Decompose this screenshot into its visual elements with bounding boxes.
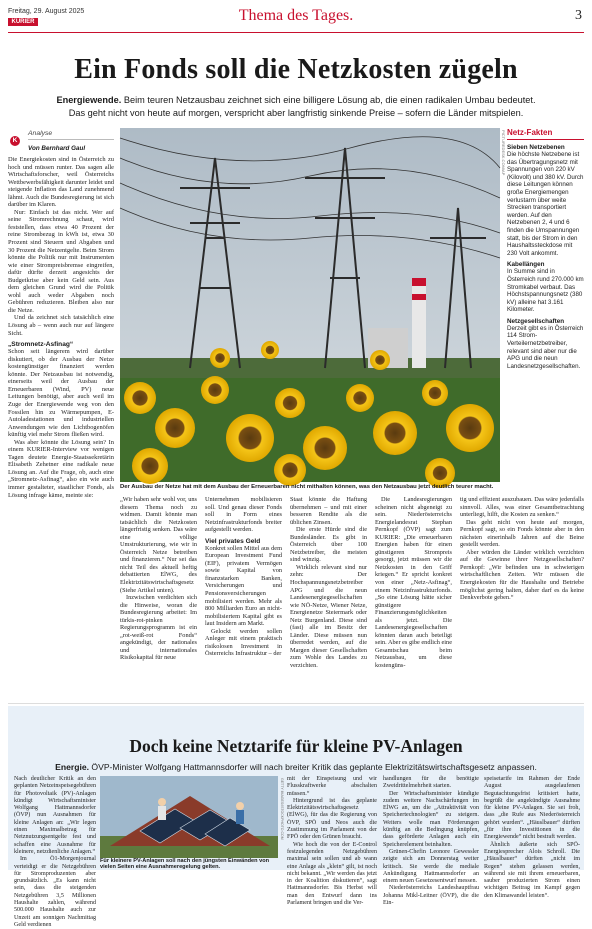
paragraph: Aber würden die Länder wirklich verzichten auf die Gewinne ihrer Netzgesellschaften? Pernkopf: „Wir befinden uns in schwierigen wirtschaftlichen Zeiten. Wir müssen die Energiekosten für die Haushalte und Betriebe möglichst gering halten, daher darf es da keine Denkverbote geben.“ (460, 548, 584, 602)
text-column (460, 496, 584, 602)
photo-credit: GETTY IMAGES/ISTOCKPHOTO.COM (280, 778, 284, 840)
kurier-k-icon: K (10, 129, 20, 147)
text-column (290, 496, 367, 670)
article-subheadline (50, 94, 542, 120)
sub-lead: Energiewende. (56, 95, 122, 105)
sub-text: ÖVP-Minister Wolfgang Hattmannsdorfer will nach breiter Kritik das geplante Elektrizitätswirtschaftsgesetz anpassen. (91, 762, 537, 772)
paragraph: Inzwischen verdichten sich die Hinweise, woran die Bundesregierung arbeitet: Im türkis-rot-pinken Regierungsprogramm ist ein „rot-weiß-rot Fonds“ angekündigt, der nationales und internationales Risikokapital für neue (120, 594, 197, 662)
text-column (120, 496, 197, 662)
fact-heading: Netzgesellschaften (507, 317, 565, 325)
paragraph: Das geht nicht von heute auf morgen, Pernkopf sagt, so ein Fonds könnte aber in den nächsten einerinhalb Jahren auf die Beine gestellt werden. (460, 518, 584, 549)
pv-photo-illustration (100, 776, 278, 860)
paragraph: Die Energiekosten sind in Österreich zu hoch und müssen runter. Das sagen alle Wirtschaftsforscher, weil Österreichs Wettbewerbsfähigkeit darunter leidet und steigende Inflation das Land zunehmend lähmt. Auch die Bundesregierung ist sich darüber im Klaren. (8, 156, 114, 209)
section-divider (8, 703, 584, 704)
fact-heading: Kabellängen (507, 261, 545, 269)
photo-credit: PICTUREDESK.COM/AP (501, 130, 506, 176)
header-divider (8, 32, 584, 33)
pv-installation-photo (100, 776, 278, 860)
text-column (14, 776, 96, 929)
paragraph: Niederösterreichs Landeshauptfrau Johanna Mikl-Leitner (ÖVP), die die Ein- (383, 885, 479, 907)
paragraph: Staat könnte die Haftung übernehmen – und mit einer besseren Rendite als die üblichen Zinsen. (290, 496, 367, 526)
paragraph: Nach deutlicher Kritik an den geplanten Netzeinspeisegebühren für Photovoltaik (PV)-Anlagen kündigt Wirtschaftsminister Wolfgang Hattmannsdorfer (ÖVP) nun Ausnahmen für kleine Anlagen an: „Wir legen einen Maximalbetrag für Netznutzungsentgelte fest und schaffen eine Ausnahme für kleinere, netzdienliche Anlagen.“ (14, 776, 96, 855)
article-headline: Ein Fonds soll die Netzkosten zügeln (74, 54, 518, 85)
brand-logo: KURIER (8, 18, 38, 26)
text-column (484, 776, 580, 900)
fact-text: In Summe sind in Österreich rund 270.000 km Stromkabel verbaut. Das Höchstspannungsnetz (380 kV) alleine hat 3.161 Kilometer. (507, 268, 584, 314)
subheading: Viel privates Geld (205, 537, 261, 545)
fact-box-title: Netz-Fakten (507, 128, 584, 140)
secondary-headline: Doch keine Netztarife für kleine PV-Anlagen (129, 736, 463, 756)
issue-date: Freitag, 29. August 2025 (8, 8, 85, 15)
paragraph: Die Landesregierungen scheinen nicht abgeneigt zu sein. Niederösterreichs Energielandesrat Stephan Pernkopf (ÖVP) sagt zum KURIER: „Die erneuerbaren Energien haben für einen günstigeren Strompreis gesorgt, jetzt müssen wir die Netzkosten in den Griff kriegen.“ Er spricht konkret von einer „Netz-Asfinag“, einem Netzinfrastrukturfonds. „So eine Lösung hätte sicher günstigere Finanzierungsmöglichkeiten als jetzt. Die Landesenergiegesellschaften könnten daran auch beteiligt sein. Aber es gibe endlich eine Gesamtschau beim Netzausbau, um diese kostengüns- (375, 496, 452, 670)
paragraph: Im Ö1-Morgenjournal verteidigt er die Netzgebühren für Stromproduzenten aber grundsätzlich. „Es kann nicht sein, dass die steigenden Netzgebühren 3,5 Millionen Haushalte zahlen, während 500.000 Haushalte auch zur Unzeit am sonnigen Nachmittag Geld verdienen (14, 856, 96, 928)
text-column (287, 776, 377, 907)
text-column (375, 496, 452, 670)
paragraph: Hintergrund ist das geplante Elektrizitätswirtschaftsgesetz (ElWG), für das die Regierung von ÖVP, SPÖ und Neos auch die Zustimmung im Parlament von der FPÖ oder den Grünen braucht. (287, 797, 377, 841)
left-text-column (8, 156, 114, 499)
paragraph: handlungen für die benötigte Zweidrittelmehrheit starten. (383, 776, 479, 790)
paragraph: tig und effizient auszubauen. Das wäre jedenfalls sinnvoll. Alles, was einer Gesamtbetrachtung unterliegt, hilft, die Kosten zu senken.“ (460, 496, 584, 519)
paragraph: Der Wirtschaftsminister kündigte zudem weitere Nachschärfungen im ElWG an, um die „Attraktivität von Speichertechnologien“ zu steigern. Weiters wolle man Förderungen künftig an die Bedingung knüpfen, dass geförderte Anlagen auch ein Speicherelement beinhalten. (383, 790, 479, 848)
subheading: „Stromnetz-Asfinag“ (8, 341, 74, 349)
paragraph: Wirklich relevant sind nur zehn: Der Hochspannungsnetzbetreiber APG und die neun Landesenergiegesellschaften wie NÖ-Netze, Wiener Netze, Energienetze Steiermark oder Netz Burgenland. Diese sind (fast) alle im Besitz der Länder. Diese müssen nun überredet werden, auf die Margen dieser Gesellschaften zum Wohle des Landes zu verzichten. (290, 563, 367, 670)
author-byline: Von Bernhard Gaul (28, 145, 86, 152)
text-column (205, 496, 282, 658)
paragraph: Gelockt werden sollen Anleger mit einem praktisch risikolosen Investment in Österreichs Infrastruktur – der (205, 627, 282, 658)
power-lines-sunflower-photo (120, 128, 500, 482)
paragraph: „Wir haben sehr wohl vor, uns diesem Thema noch zu widmen. Damit könnte man tatsächlich die Netzkosten längerfristig senken. Das wäre eine völlige Umstrukturierung, wie wir in Österreich Netze betreiben und finanzieren.“ Nur sei das nicht Teil des aktuell heftig debattierten ElWG, des Elektrizitätswirtschaftsgesetz (Siehe Artikel unten). (120, 496, 197, 594)
text-column (383, 776, 479, 907)
fact-text: Die höchste Netzebene ist das Übertragungsnetz mit Spannungen von 220 kV (Kilovolt) und 380 kV. Durch diese Leitungen können große Energiemengen verlustarm über weite Strecken transportiert werden. Auf den Netzebenen 2, 4 und 6 finden die Umspannungen statt, bis der Strom in den Haushaltssteckdose mit 230 Volt ankommt. (507, 151, 584, 257)
paragraph: Und da zeichnet sich tatsächlich eine Lösung ab – wenn auch nur auf längere Sicht. (8, 314, 114, 337)
photo-illustration (120, 128, 500, 482)
fact-text: Derzeit gibt es in Österreich 114 Strom-Verteilernetzbetreiber, relevant sind aber nur die APG und die neun Landesnetzgesellschaften. (507, 324, 584, 370)
section-title: Thema des Tages. (238, 7, 354, 24)
kicker: Analyse (28, 130, 114, 140)
paragraph: Wie hoch die von der E-Control festzulegenden Netzgebühren maximal sein sollen und ab wann eine Anlage als „klein“ gilt, ist noch nicht bekannt. „Wir werden das jetzt in der Koalition diskutieren“, sagt Hattmannsdorfer. Bis Herbst will man den Entwurf dann ins Parlament bringen und die Ver- (287, 841, 377, 907)
paragraph: speisetarife im Rahmen der Ende August ausgelaufenen Begutachtungsfrist kritisiert hatte, begrüßt die angekündigte Ausnahme für kleine PV-Anlagen. Sie sei froh, dass „die Rufe aus Niederösterreich gehört wurden“. „Häuslbauer“ dürften „für ihre Investitionen in die Energiewende“ nicht bestraft werden. (484, 776, 580, 841)
paragraph: Grünen-Chefin Leonore Gewessler zeigte sich am Donnerstag weiter kritisch. Sie werde die mediale Ankündigung Hattmannsdorfer an einem neuen Gesetzesentwurf messen. (383, 848, 479, 885)
paragraph: Konkret sollen Mittel aus dem European Investment Fund (EIF), privatem Vermögen sowie Kapital von finanzstarken Banken, Versicherungen und Pensionsversicherungen mobilisiert werden. Mehr als 800 Milliarden Euro an nicht-mobilisiertem Kapital gibt es laut Insidern am Markt. (205, 544, 282, 628)
sub-lead: Energie. (55, 762, 90, 772)
paragraph: Was aber könnte die Lösung sein? In einem KURIER-Interview vor wenigen Tagen deutete Energie-Staatssekretärin Elisabeth Zehetner eine radikale neue Lösung an. Auf die Frage, ob, auch eine „Stromnetz-Asfinag“, also ein wie auch immer gestalteter, staatlicher Fonds, als Lösung infrage käme, meinte sie: (8, 438, 114, 499)
photo-caption: Der Ausbau der Netze hat mit dem Ausbau der Erneuerbaren nicht mithalten können, was den Netzausbau jetzt deutlich teurer macht. (120, 484, 494, 490)
paragraph: Nur: Einfach ist das nicht. Wer auf seine Stromrechnung schaut, wird feststellen, dass etwa 40 Prozent der reine Strombezug in kWh ist, etwa 30 Prozent sind Steuern und Abgaben und 30 Prozent die Netzentgelte. Beim Strom könnte die Politik nur mit Instrumenten wie einer Strompreisbremse eingreifen, dafür dürfte derzeit angesichts der Budgetkrise aber kein Geld sein. Aus dem gleichen Grund wird die Politik wohl auch weder Abgaben noch Gebühren reduzieren. Bleiben also nur die Netze. (8, 208, 114, 314)
sub-text: Beim teuren Netzausbau zeichnet sich eine billigere Lösung ab, die einen radikalen Umbau bedeutet. Das geht nicht von heute auf morgen, verspricht aber langfristig sinkende Preise – sofern die Länder mitspielen. (68, 95, 536, 118)
paragraph: mit der Einspeisung und wir Flusskraftwerke abschalten müssen.“ (287, 776, 377, 797)
page-number: 3 (575, 8, 582, 23)
photo-caption: Für kleinere PV-Anlagen soll nach den jüngsten Einwänden von vielen Seiten eine Ausnahmeregelung gelten. (100, 858, 278, 870)
paragraph: Schon seit längerem wird darüber diskutiert, ob der Ausbau der Netze kostengünstiger finanziert werden könnte. Der Netzausbau ist notwendig, einerseits weil der Ausbau der Erneuerbaren (Wind, PV) neue Leitungen benötigt, aber auch weil im Zuge der Energiewende weg von den Fossilen hin zu Wärmepumpen, E-Autoladestationen und industriellen Anwendungen wie den Lichtbogenöfen künftig viel mehr Strom fließen wird. (8, 348, 114, 439)
paragraph: Unternehmen mobilisieren soll. Und genau dieser Fonds soll in Form eines Netzinfrastrukturfonds breiter aufgestellt werden. (205, 496, 282, 534)
masthead-bar (8, 6, 584, 30)
paragraph: Ähnlich äußerte sich SPÖ-Energiesprecher Alois Schroll. Die „Häuslbauer“ dürften „nicht im Regen“ stehen gelassen werden, während sie mit ihrem erneuerbaren, sauber produzierten Strom einen wichtigen Beitrag im Kampf gegen den Klimawandel leisten“. (484, 841, 580, 899)
paragraph: Die erste Hürde sind die Bundesländer. Es gibt in Österreich über 100 Netzbetreiber, die meisten sind winzig. (290, 526, 367, 564)
secondary-subheadline (0, 762, 592, 772)
fact-box (507, 128, 584, 483)
fact-heading: Sieben Netzebenen (507, 144, 565, 151)
